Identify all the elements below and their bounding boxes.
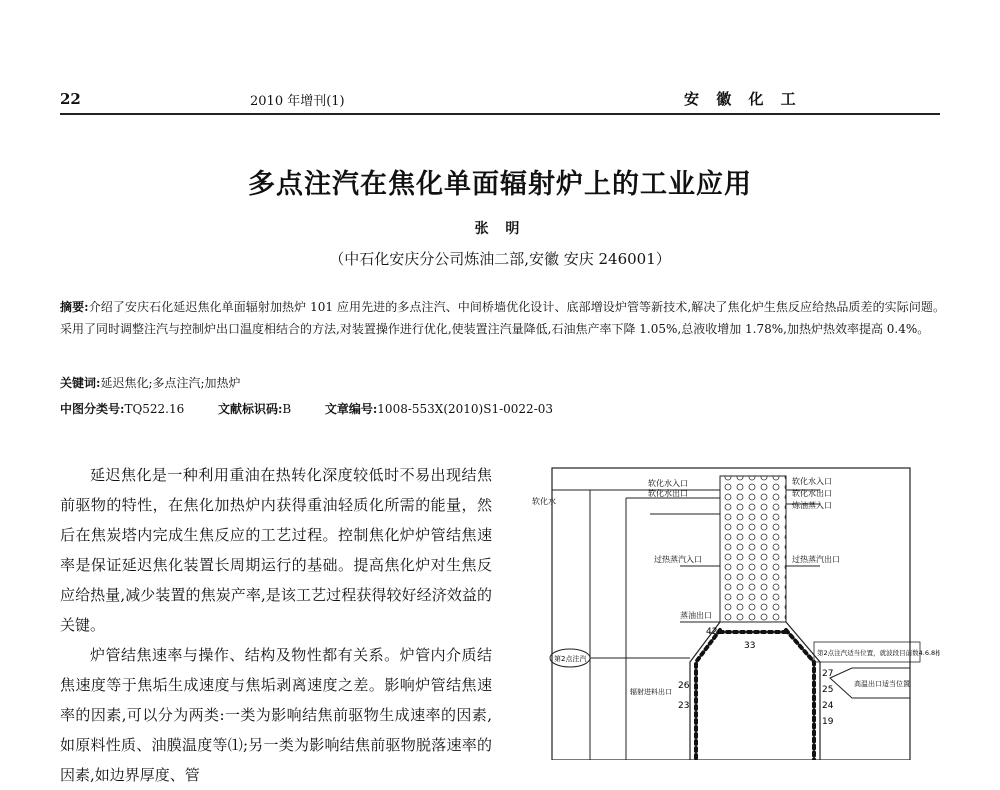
clc-label: 中图分类号:: [60, 402, 125, 416]
tube-number-26: 26: [678, 681, 690, 691]
label-soft-water: 软化水: [532, 497, 556, 506]
label-soft-water-outlet: 软化水出口: [648, 489, 688, 498]
label-two-point: 第2点注汽: [554, 655, 587, 663]
journal-name: 安 徽 化 工: [684, 90, 802, 108]
furnace-diagram: [530, 462, 940, 760]
convection-section: [720, 476, 786, 622]
tube-number-23: 23: [678, 701, 690, 711]
tube-number-24: 24: [822, 701, 834, 711]
label-rear-outlet: 高温出口适当位置: [854, 680, 910, 688]
label-steam-inlet-top: 炼油蒸入口: [792, 501, 832, 510]
header-rule: [60, 113, 940, 115]
keywords-text: 延迟焦化;多点注汽;加热炉: [100, 376, 241, 390]
keywords: [60, 374, 241, 391]
tube-number-42: 42: [706, 627, 718, 637]
journal-issue: 2010 年增刊(1): [250, 94, 345, 109]
body-paragraph-1: 延迟焦化是一种利用重油在热转化深度较低时不易出现结焦前驱物的特性，在焦化加热炉内获得重油轻质化所需的能量，然后在焦炭塔内完成生焦反应的工艺过程。控制焦化炉炉管结焦速率是保证延迟焦化装置长周期运行的基础。提高焦化炉对生焦反应给热量,减少装置的焦炭产率,是该工艺过程获得较好经济效益的关键。: [60, 466, 492, 634]
article-title: 多点注汽在焦化单面辐射炉上的工业应用: [248, 169, 752, 200]
page-number: 22: [60, 90, 81, 108]
tube-number-33: 33: [744, 641, 756, 651]
label-soft-water-inlet-right: 软化水入口: [792, 477, 832, 486]
label-superheat-outlet: 过热蒸汽出口: [792, 555, 840, 564]
article-number-label: 文章编号:: [324, 402, 378, 416]
label-soft-water-inlet: 软化水入口: [648, 479, 688, 488]
tube-number-27: 27: [822, 669, 834, 679]
classification-line: [60, 400, 553, 417]
abstract-text: 介绍了安庆石化延迟焦化单面辐射加热炉 101 应用先进的多点注汽、中间桥墙优化设计、底部增设炉管等新技术,解决了焦化炉生焦反应给热品质差的实际问题。采用了同时调整注汽与控制炉出口温度相结合的方法,对装置操作进行优化,使装置注汽量降低,石油焦产率下降 1.05%,总液收增加 1.78%,加热炉热效率提高 0.4%。: [60, 300, 945, 336]
tube-number-19: 19: [822, 717, 834, 727]
affiliation: （中石化安庆分公司炼油二部,安徽 安庆 246001）: [329, 250, 671, 268]
label-soft-water-outlet-right: 软化水出口: [792, 489, 832, 498]
body-paragraph-2: 炉管结焦速率与操作、结构及物性都有关系。炉管内介质结焦速度等于焦垢生成速度与焦垢剥离速度之差。影响炉管结焦速率的因素,可以分为两类:一类为影响结焦前驱物生成速率的因素,如原料性质、油膜温度等⑴;另一类为影响结焦前驱物脱落速率的因素,如边界厚度、管: [60, 646, 492, 784]
clc-value: TQ522.16: [124, 402, 185, 416]
label-inject-note: 第2点注汽适当位置，就波段目前数4.6.8根: [817, 649, 940, 657]
abstract: [60, 296, 945, 340]
body-column: [60, 460, 492, 790]
keywords-label: 关键词:: [60, 376, 101, 390]
doc-code-label: 文献标识码:: [217, 402, 283, 416]
label-superheat-inlet: 过热蒸汽入口: [654, 555, 702, 564]
author: 张 明: [474, 221, 526, 237]
doc-code-value: B: [282, 402, 292, 416]
tube-number-25: 25: [822, 685, 834, 695]
label-radiant-outlet: 辐射进料出口: [630, 688, 672, 696]
abstract-label: 摘要:: [60, 300, 89, 314]
label-heating-outlet: 蒸油出口: [680, 611, 712, 620]
article-number-value: 1008-553X(2010)S1-0022-03: [377, 402, 554, 416]
